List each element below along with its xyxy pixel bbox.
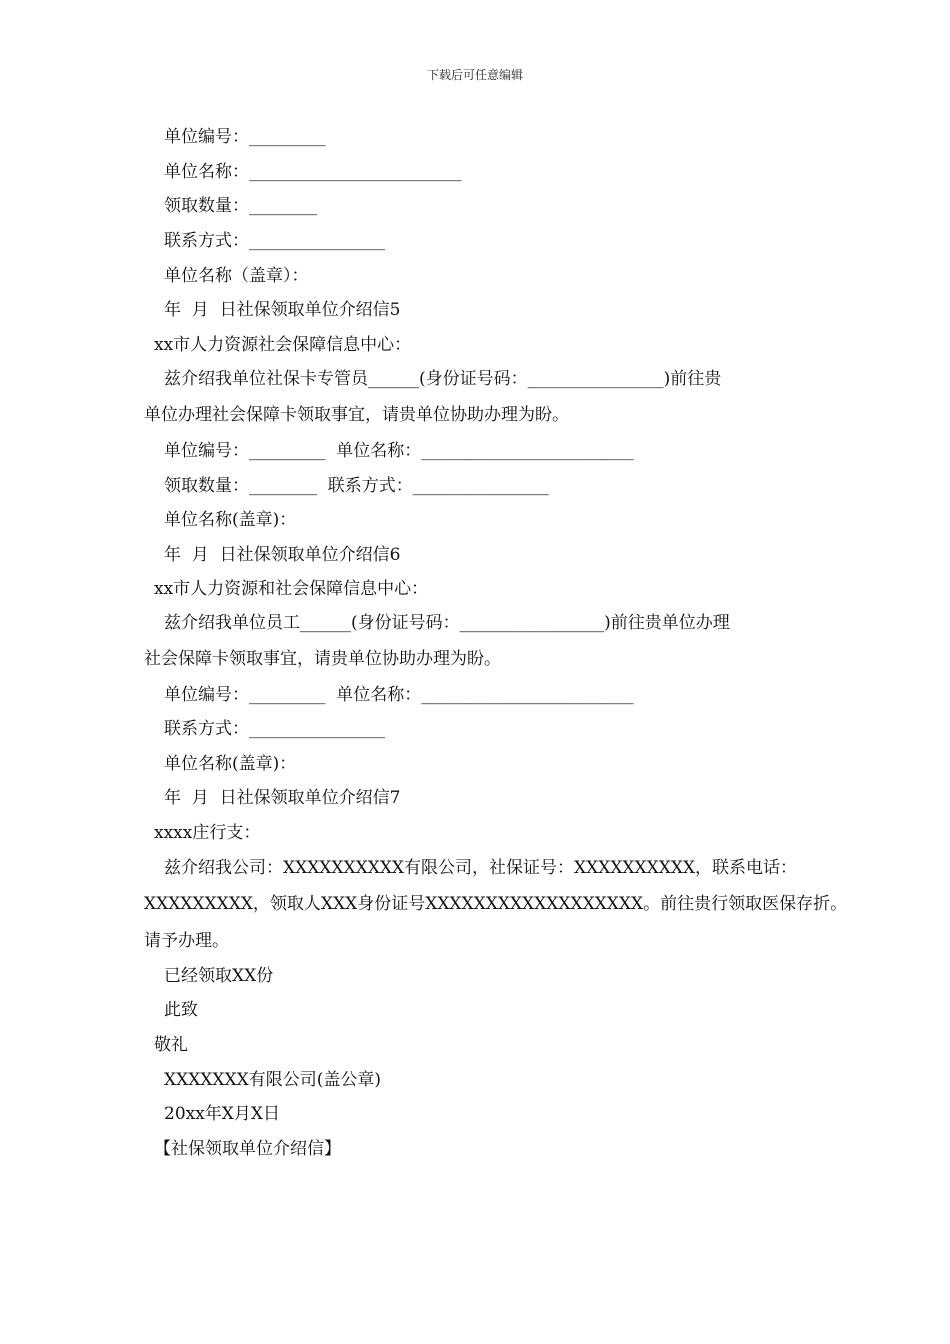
line-unit-code-1: 单位编号：_________ [164,127,326,147]
line-body-5a: 兹介绍我单位社保卡专管员______(身份证号码：________________)前往贵 [164,369,722,389]
line-recipient-5: xx市人力资源社会保障信息中心： [154,335,412,355]
line-unit-code-name-6: 单位编号：_________ 单位名称：_________________________ [164,685,634,705]
line-date-title-7: 年 月 日社保领取单位介绍信7 [164,788,401,808]
line-quantity-contact-5: 领取数量：________ 联系方式：________________ [164,476,549,496]
line-signature-date: 20xx年X月X日 [164,1104,281,1124]
line-body-7a: 兹介绍我公司：XXXXXXXXXX有限公司，社保证号：XXXXXXXXXX，联系电话： [164,858,798,878]
page-header: 下载后可任意编辑 [426,68,523,82]
line-date-title-5: 年 月 日社保领取单位介绍信5 [164,300,401,320]
line-contact-1: 联系方式：________________ [164,231,385,251]
line-closing-2: 敬礼 [154,1035,188,1055]
line-body-7c: 请予办理。 [144,931,229,951]
line-unit-name-1: 单位名称：_________________________ [164,162,462,182]
line-recipient-7: xxxx庄行支： [154,823,261,843]
line-contact-6: 联系方式：________________ [164,719,385,739]
line-seal-6: 单位名称(盖章)： [164,754,297,774]
line-signature-company: XXXXXXX有限公司(盖公章) [164,1070,381,1090]
line-date-title-6: 年 月 日社保领取单位介绍信6 [164,545,401,565]
line-body-6b: 社会保障卡领取事宜，请贵单位协助办理为盼。 [144,649,501,669]
line-recipient-6: xx市人力资源和社会保障信息中心： [154,579,429,599]
line-quantity-1: 领取数量：________ [164,196,317,216]
line-body-6a: 兹介绍我单位员工______(身份证号码：_________________)前往贵单位办理 [164,613,730,633]
line-seal-1: 单位名称（盖章）： [164,266,309,286]
line-received-count: 已经领取XX份 [164,966,274,986]
line-body-7b: XXXXXXXXX，领取人XXX身份证号XXXXXXXXXXXXXXXXXX。前往贵行领取医保存折。 [144,894,848,914]
line-body-5b: 单位办理社会保障卡领取事宜，请贵单位协助办理为盼。 [144,405,569,425]
line-footer-title: 【社保领取单位介绍信】 [154,1139,341,1159]
line-closing-1: 此致 [164,1000,198,1020]
line-seal-5: 单位名称(盖章)： [164,510,297,530]
line-unit-code-name-5: 单位编号：_________ 单位名称：_________________________ [164,441,634,461]
